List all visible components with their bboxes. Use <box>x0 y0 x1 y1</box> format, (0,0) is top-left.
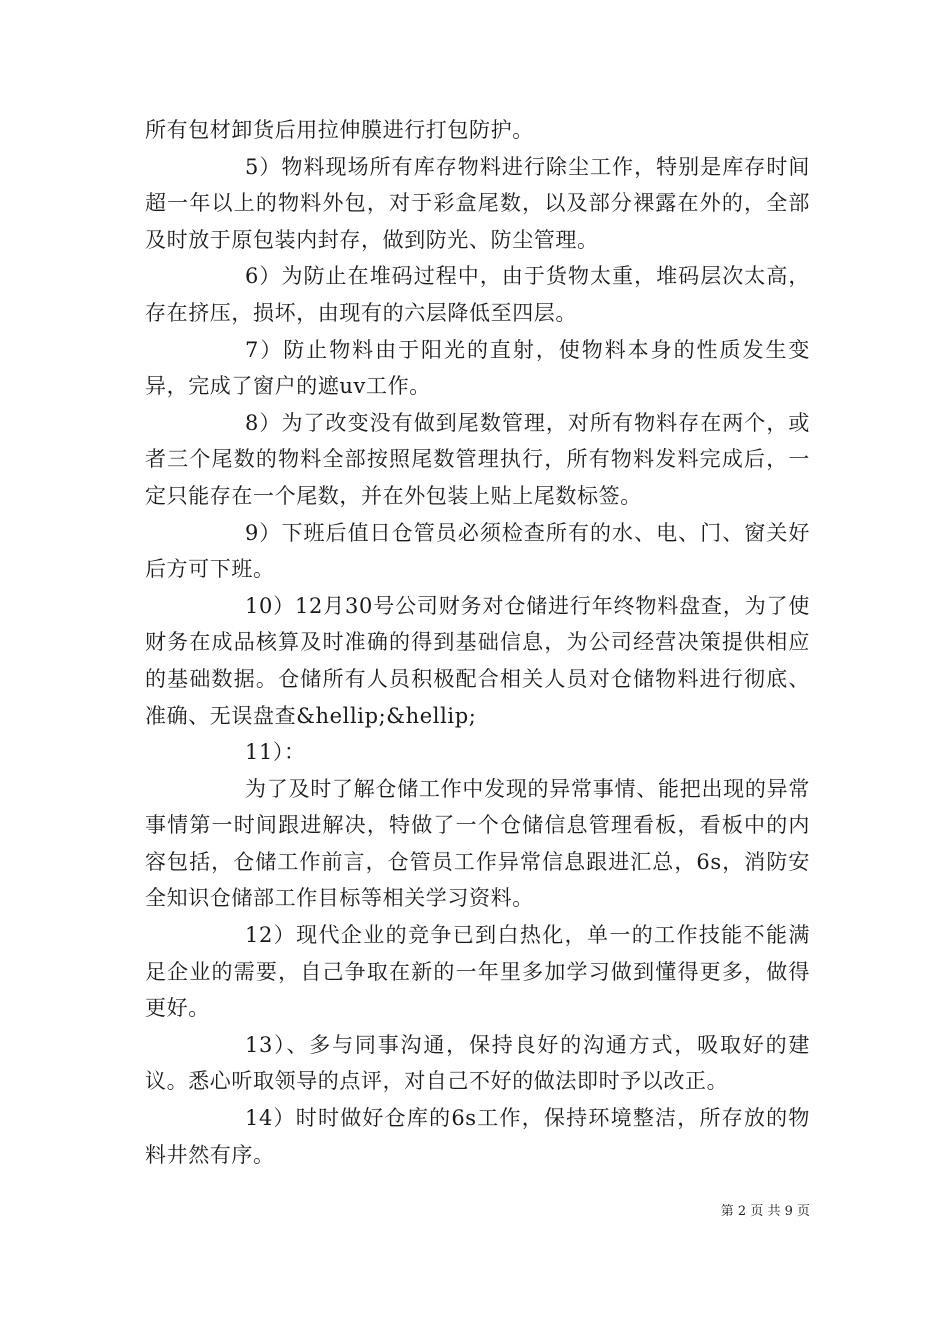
paragraph-1: 5）物料现场所有库存物料进行除尘工作，特别是库存时间超一年以上的物料外包，对于彩盒尾数，以及部分裸露在外的，全部及时放于原包装内封存，做到防光、防尘管理。 <box>145 154 810 252</box>
page-number-footer: 第 2 页 共 9 页 <box>720 1204 810 1219</box>
document-body <box>145 112 810 1173</box>
paragraph-7: 11）： <box>245 740 306 765</box>
paragraph-11: 14）时时做好仓库的6s工作，保持环境整洁，所存放的物料井然有序。 <box>145 1106 810 1167</box>
paragraph-0: 所有包材卸货后用拉伸膜进行打包防护。 <box>145 118 534 142</box>
paragraph-8: 为了及时了解仓储工作中发现的异常事情、能把出现的异常事情第一时间跟进解决，特做了一个仓储信息管理看板，看板中的内容包括，仓储工作前言，仓管员工作异常信息跟进汇总，6s，消防安全知识仓储部工作目标等相关学习资料。 <box>145 776 810 911</box>
paragraph-5: 9）下班后值日仓管员必须检查所有的水、电、门、窗关好后方可下班。 <box>145 520 810 582</box>
paragraph-2: 6）为防止在堆码过程中，由于货物太重，堆码层次太高，存在挤压，损坏，由现有的六层降低至四层。 <box>145 264 810 325</box>
paragraph-4: 8）为了改变没有做到尾数管理，对所有物料存在两个，或者三个尾数的物料全部按照尾数管理执行，所有物料发料完成后，一定只能存在一个尾数，并在外包装上贴上尾数标签。 <box>145 410 810 508</box>
paragraph-6: 10）12月30号公司财务对仓储进行年终物料盘查，为了使财务在成品核算及时准确的得到基础信息，为公司经营决策提供相应的基础数据。仓储所有人员积极配合相关人员对仓储物料进行彻底、准确、无误盘查&hellip;&hellip; <box>145 593 810 728</box>
paragraph-3: 7）防止物料由于阳光的直射，使物料本身的性质发生变异，完成了窗户的遮uv工作。 <box>145 337 810 399</box>
paragraph-10: 13）、多与同事沟通，保持良好的沟通方式，吸取好的建议。悉心听取领导的点评，对自己不好的做法即时予以改正。 <box>145 1032 810 1094</box>
paragraph-9: 12）现代企业的竞争已到白热化，单一的工作技能不能满足企业的需要，自己争取在新的一年里多加学习做到懂得更多，做得更好。 <box>145 923 810 1021</box>
